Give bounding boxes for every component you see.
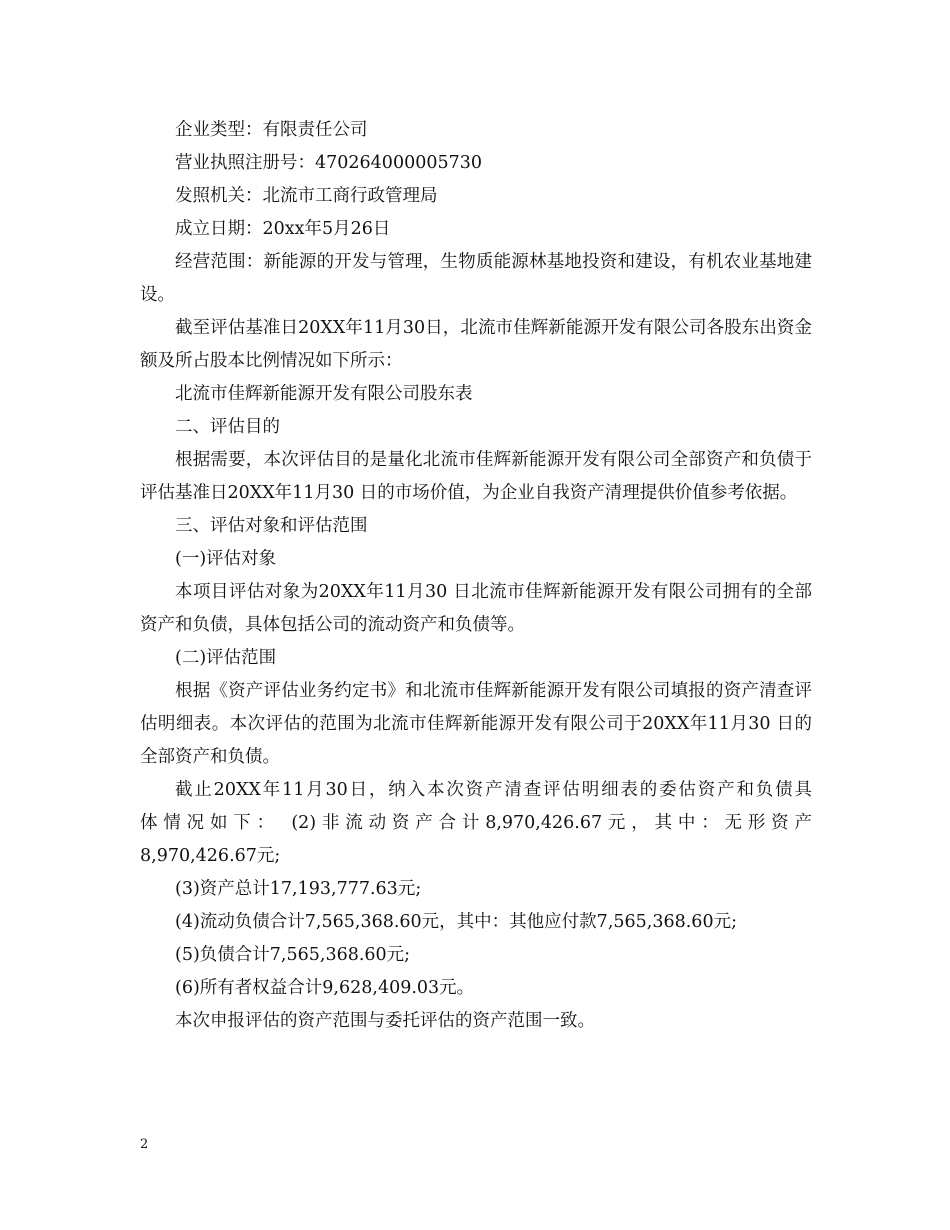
current-liabilities-item: (4)流动负债合计7,565,368.60元，其中：其他应付款7,565,368.60元; — [175, 912, 737, 932]
business-license-number: 营业执照注册号：470264000005730 — [175, 153, 483, 173]
page-number: 2 — [140, 1137, 149, 1152]
closing-paragraph: 本次申报评估的资产范围与委托评估的资产范围一致。 — [175, 1011, 595, 1031]
object-paragraph: 本项目评估对象为20XX年11月30 日北流市佳辉新能源开发有限公司拥有的全部资产和负债，具体包括公司的流动资产和负债等。 — [140, 582, 812, 635]
establishment-date: 成立日期：20xx年5月26日 — [175, 219, 391, 239]
owner-equity-item: (6)所有者权益合计9,628,409.03元。 — [175, 978, 475, 998]
scope-paragraph: 根据《资产评估业务约定书》和北流市佳辉新能源开发有限公司填报的资产清查评估明细表。本次评估的范围为北流市佳辉新能源开发有限公司于20XX年11月30 日的全部资产和负债。 — [140, 681, 812, 767]
business-scope: 经营范围：新能源的开发与管理，生物质能源林基地投资和建设，有机农业基地建设。 — [140, 252, 812, 305]
summary-line: 8,970,426.67元; — [140, 846, 281, 866]
summary-line: 截止20XX年11月30日，纳入本次资产清查评估明细表的委估资产和负债具 — [175, 780, 812, 800]
total-liabilities-item: (5)负债合计7,565,368.60元; — [175, 945, 411, 965]
document-body — [140, 114, 812, 1038]
subsection-heading: (二)评估范围 — [175, 648, 277, 668]
purpose-paragraph: 根据需要，本次评估目的是量化北流市佳辉新能源开发有限公司全部资产和负债于评估基准日20XX年11月30 日的市场价值，为企业自我资产清理提供价值参考依据。 — [140, 450, 812, 503]
asset-total-item: (3)资产总计17,193,777.63元; — [175, 879, 422, 899]
issuing-authority: 发照机关：北流市工商行政管理局 — [175, 186, 438, 206]
section-heading: 三、评估对象和评估范围 — [175, 516, 368, 536]
section-heading: 二、评估目的 — [175, 417, 280, 437]
summary-line: 体情况如下： (2)非流动资产合计8,970,426.67元，其中：无形资产 — [140, 813, 812, 833]
subsection-heading: (一)评估对象 — [175, 549, 277, 569]
summary-paragraph — [140, 774, 812, 873]
company-type: 企业类型：有限责任公司 — [175, 120, 368, 140]
shareholder-table-title: 北流市佳辉新能源开发有限公司股东表 — [175, 384, 473, 404]
shareholder-intro: 截至评估基准日20XX年11月30日，北流市佳辉新能源开发有限公司各股东出资金额及所占股本比例情况如下所示： — [140, 318, 812, 371]
